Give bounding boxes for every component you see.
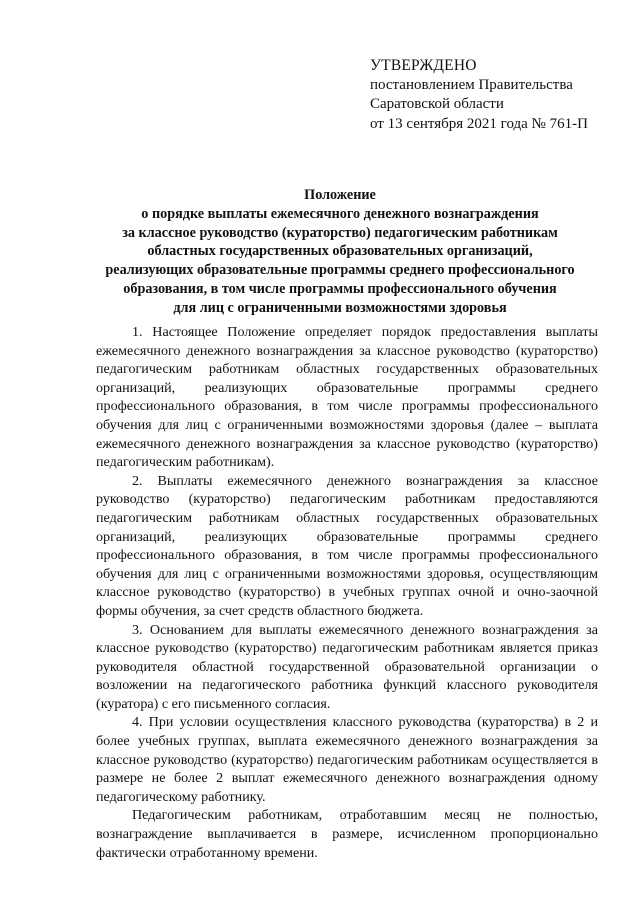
paragraph-5: Педагогическим работникам, отработавшим месяц не полностью, вознаграждение выплачивается в размере, исчисленном пропорционально фактически отработанному времени. [96,807,598,861]
approval-line: постановлением Правительства [370,76,573,93]
document-title [60,186,620,318]
paragraph-4: 4. При условии осуществления классного руководства (кураторства) в 2 и более учебных группах, выплата ежемесячного денежного вознаграждения за классное руководство (кураторство) педагогическим работникам осуществляется в размере не более 2 выплат ежемесячного денежного вознаграждения одному педагогическому работнику. [96,714,598,805]
approval-line: от 13 сентября 2021 года № 761-П [370,115,588,132]
title-line: для лиц с ограниченными возможностями здоровья [173,299,507,316]
approval-stamp [370,56,620,134]
title-line: областных государственных образовательных организаций, [147,243,533,260]
document-body [96,323,598,862]
title-line: реализующих образовательные программы среднего профессионального [105,262,575,279]
paragraph-3: 3. Основанием для выплаты ежемесячного денежного вознаграждения за классное руководство (кураторство) педагогическим работникам является приказ руководителя областной государственной образовательной организации о возложении на педагогического работника функций классного руководителя (куратора) с его письменного согласия. [96,621,598,712]
paragraph-2: 2. Выплаты ежемесячного денежного вознаграждения за классное руководство (кураторство) педагогическим работникам предоставляются педагогическим работникам областных государственных образовательных организаций, реализующих образовательные программы среднего профессионального образования, в том числе программы профессионального обучения для лиц с ограниченными возможностями здоровья, осуществляющим классное руководство (кураторство) в учебных группах очной и очно-заочной формы обучения, за счет средств областного бюджета. [96,472,598,619]
title-line: Положение [304,187,376,203]
title-line: о порядке выплаты ежемесячного денежного вознаграждения [141,205,539,222]
approval-heading: УТВЕРЖДЕНО [370,57,477,74]
title-line: за классное руководство (кураторство) педагогическим работникам [122,224,558,241]
paragraph-1: 1. Настоящее Положение определяет порядок предоставления выплаты ежемесячного денежного вознаграждения за классное руководство (кураторство) педагогическим работникам областных государственных образовательных организаций, реализующих образовательные программы среднего профессионального образования, в том числе программы профессионального обучения для лиц с ограниченными возможностями здоровья (далее – выплата ежемесячного денежного вознаграждения за классное руководство (кураторство) педагогическим работникам). [96,324,598,471]
approval-line: Саратовской области [370,96,504,112]
title-line: образования, в том числе программы профессионального обучения [123,280,557,297]
